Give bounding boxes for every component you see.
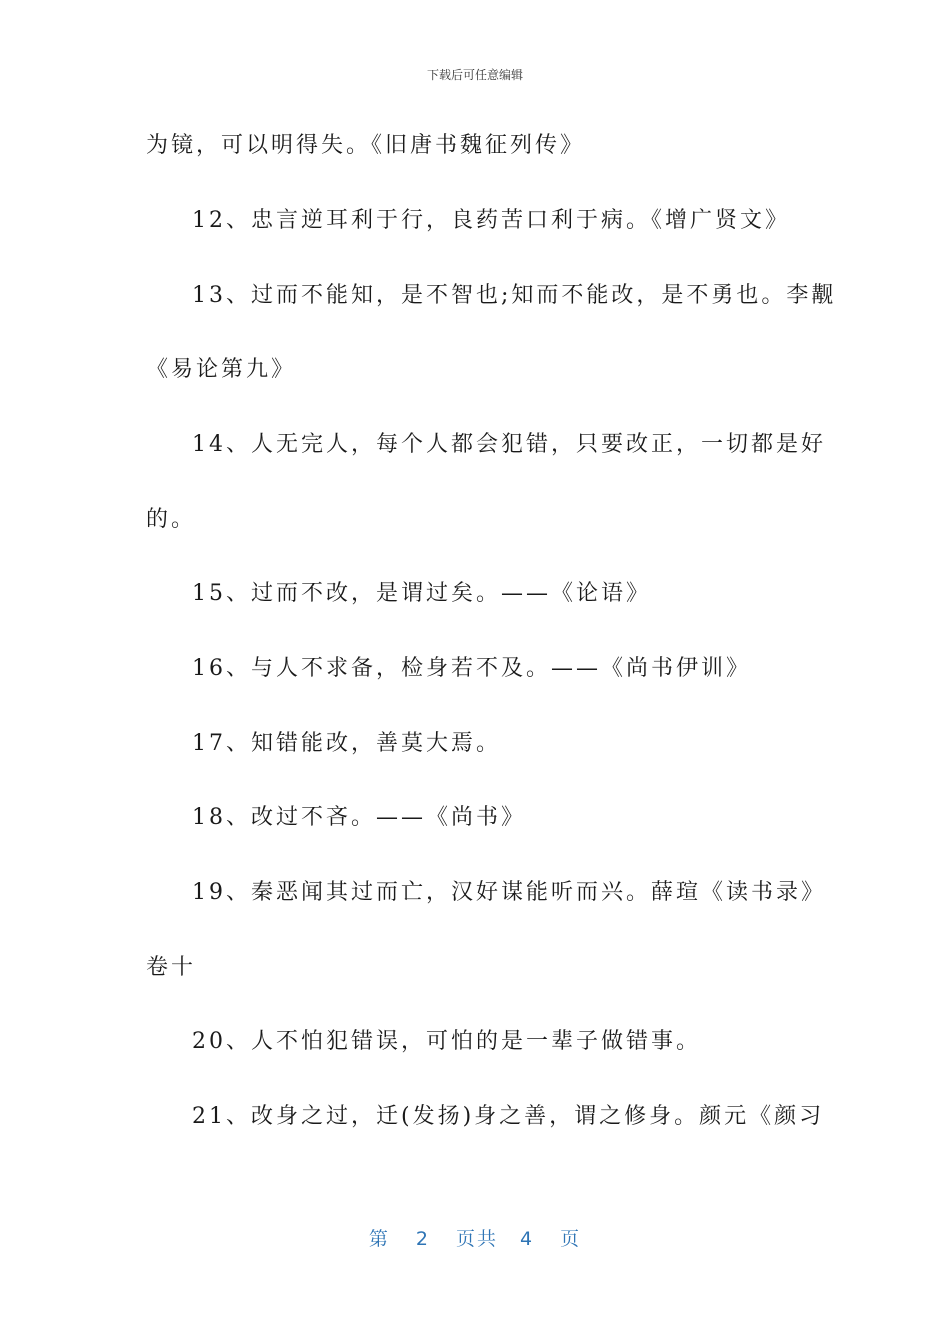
text-line-8: 16、与人不求备，检身若不及。——《尚书伊训》: [192, 656, 751, 681]
page-header: 下载后可任意编辑: [426, 68, 523, 82]
text-line-1: 为镜，可以明得失。《旧唐书魏征列传》: [146, 133, 586, 158]
current-page-number: 2: [415, 1228, 430, 1250]
text-line-5: 14、人无完人，每个人都会犯错，只要改正，一切都是好: [192, 432, 826, 457]
text-line-3: 13、过而不能知，是不智也;知而不能改，是不勇也。李觏: [192, 283, 837, 308]
footer-prefix: 第: [368, 1228, 390, 1250]
text-line-11: 19、秦恶闻其过而亡，汉好谋能听而兴。薛瑄《读书录》: [192, 880, 826, 905]
text-line-4: 《易论第九》: [146, 357, 297, 382]
text-line-7: 15、过而不改，是谓过矣。——《论语》: [192, 581, 651, 606]
total-pages-number: 4: [520, 1228, 535, 1250]
text-line-14: 21、改身之过，迁(发扬)身之善，谓之修身。颜元《颜习: [192, 1104, 825, 1129]
text-line-10: 18、改过不吝。——《尚书》: [192, 805, 526, 830]
footer-middle: 页共: [455, 1228, 498, 1250]
text-line-6: 的。: [146, 507, 197, 532]
text-line-12: 卷十: [146, 955, 197, 980]
footer-suffix: 页: [560, 1228, 582, 1250]
page-footer: [0, 1224, 950, 1251]
text-line-2: 12、忠言逆耳利于行，良药苦口利于病。《增广贤文》: [192, 208, 790, 233]
text-line-13: 20、人不怕犯错误，可怕的是一辈子做错事。: [192, 1029, 701, 1054]
text-line-9: 17、知错能改，善莫大焉。: [192, 731, 501, 756]
